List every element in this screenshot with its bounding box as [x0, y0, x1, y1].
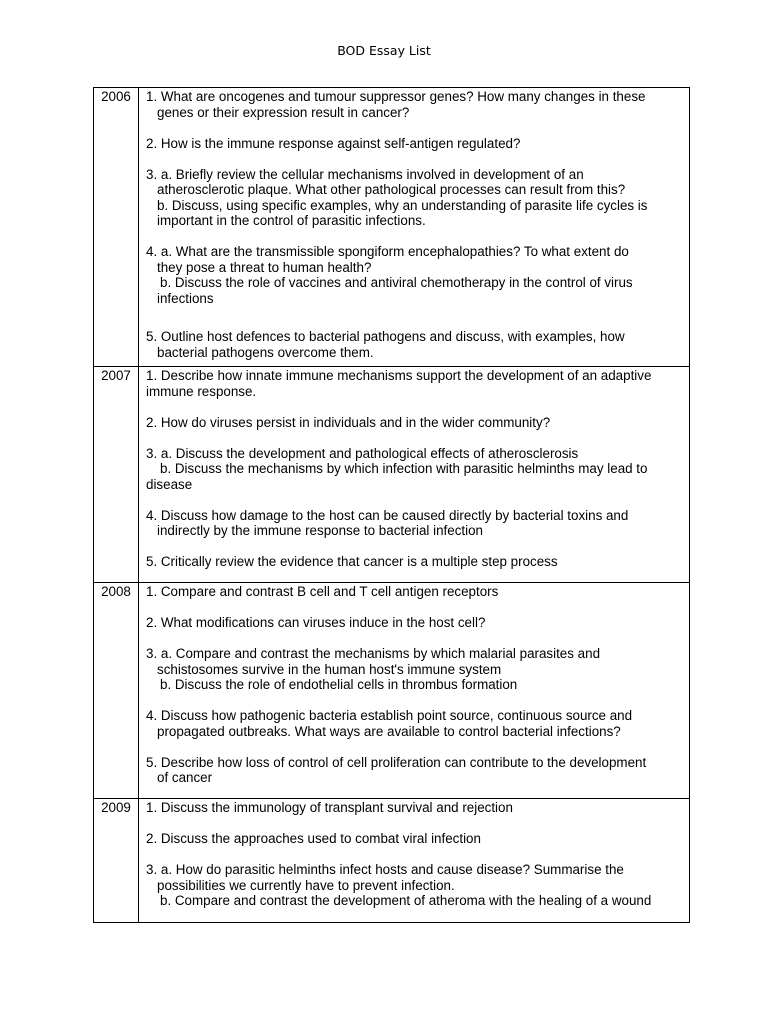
question-line: b. Discuss, using specific examples, why an understanding of parasite life cycles is — [157, 197, 648, 213]
year-row-2008 — [94, 583, 690, 799]
question-item — [146, 755, 685, 786]
questions-cell — [139, 367, 690, 583]
question-line: indirectly by the immune response to bacterial infection — [157, 523, 484, 538]
question-line: b. Compare and contrast the development of atheroma with the healing of a wound — [160, 893, 652, 908]
question-line: immune response. — [146, 383, 257, 399]
year-row-2006 — [94, 88, 690, 367]
question-line: bacterial pathogens overcome them. — [157, 344, 374, 360]
question-item — [146, 329, 685, 360]
year-cell: 2009 — [94, 799, 139, 923]
question-line: 1. Compare and contrast B cell and T cell antigen receptors — [146, 584, 499, 599]
question-line: 4. Discuss how pathogenic bacteria establish point source, continuous source and — [146, 708, 633, 723]
question-item — [146, 708, 685, 739]
question-line: 2. Discuss the approaches used to combat viral infection — [146, 831, 481, 846]
questions-cell — [139, 88, 690, 367]
year-cell: 2008 — [94, 583, 139, 799]
question-line: genes or their expression result in cancer? — [157, 104, 410, 120]
essay-table — [93, 87, 690, 923]
question-line: 5. Outline host defences to bacterial pathogens and discuss, with examples, how — [146, 329, 625, 344]
question-item — [146, 244, 685, 306]
document-title: BOD Essay List — [337, 43, 431, 58]
question-item — [146, 415, 685, 431]
year-row-2009 — [94, 799, 690, 923]
questions-cell — [139, 583, 690, 799]
question-item — [146, 862, 685, 909]
question-line: 1. Discuss the immunology of transplant survival and rejection — [146, 800, 513, 815]
year-cell: 2006 — [94, 88, 139, 367]
question-item — [146, 800, 685, 816]
question-item — [146, 136, 685, 152]
question-item — [146, 831, 685, 847]
question-line: 3. a. How do parasitic helminths infect hosts and cause disease? Summarise the — [146, 862, 624, 877]
question-line: 2. What modifications can viruses induce in the host cell? — [146, 615, 486, 630]
question-line: disease — [146, 476, 193, 492]
question-line: important in the control of parasitic infections. — [157, 213, 426, 228]
question-item — [146, 584, 685, 600]
question-line: 5. Describe how loss of control of cell proliferation can contribute to the development — [146, 754, 647, 770]
question-line: b. Discuss the role of endothelial cells in thrombus formation — [160, 677, 518, 692]
questions-cell — [139, 799, 690, 923]
question-line: they pose a threat to human health? — [157, 259, 372, 275]
question-line: 3. a. Compare and contrast the mechanisms by which malarial parasites and — [146, 646, 601, 661]
question-line: propagated outbreaks. What ways are available to control bacterial infections? — [157, 723, 621, 739]
question-line: possibilities we currently have to prevent infection. — [157, 877, 455, 893]
question-line: b. Discuss the role of vaccines and antiviral chemotherapy in the control of virus — [160, 275, 633, 290]
question-line: 3. a. Discuss the development and pathological effects of atherosclerosis — [146, 445, 579, 461]
question-line: infections — [157, 290, 214, 306]
question-line: schistosomes survive in the human host's immune system — [157, 661, 502, 677]
question-line: 1. What are oncogenes and tumour suppressor genes? How many changes in these — [146, 89, 646, 104]
question-line: 3. a. Briefly review the cellular mechanisms involved in development of an — [146, 166, 584, 182]
year-row-2007 — [94, 367, 690, 583]
question-item — [146, 554, 685, 570]
question-item — [146, 646, 685, 693]
question-line: 5. Critically review the evidence that cancer is a multiple step process — [146, 554, 558, 569]
question-line: 2. How do viruses persist in individuals and in the wider community? — [146, 414, 551, 430]
question-line: 1. Describe how innate immune mechanisms support the development of an adaptive — [146, 368, 652, 383]
year-cell: 2007 — [94, 367, 139, 583]
question-line: 2. How is the immune response against self-antigen regulated? — [146, 135, 521, 151]
question-line: atherosclerotic plaque. What other pathological processes can result from this? — [157, 182, 626, 197]
question-item — [146, 615, 685, 631]
question-line: 4. a. What are the transmissible spongiform encephalopathies? To what extent do — [146, 244, 629, 259]
question-item — [146, 508, 685, 539]
question-item — [146, 446, 685, 493]
question-item — [146, 167, 685, 229]
question-line: 4. Discuss how damage to the host can be caused directly by bacterial toxins and — [146, 507, 629, 523]
question-line: b. Discuss the mechanisms by which infection with parasitic helminths may lead to — [160, 461, 648, 476]
question-line: of cancer — [157, 770, 213, 785]
question-item — [146, 89, 685, 120]
question-item — [146, 368, 685, 399]
